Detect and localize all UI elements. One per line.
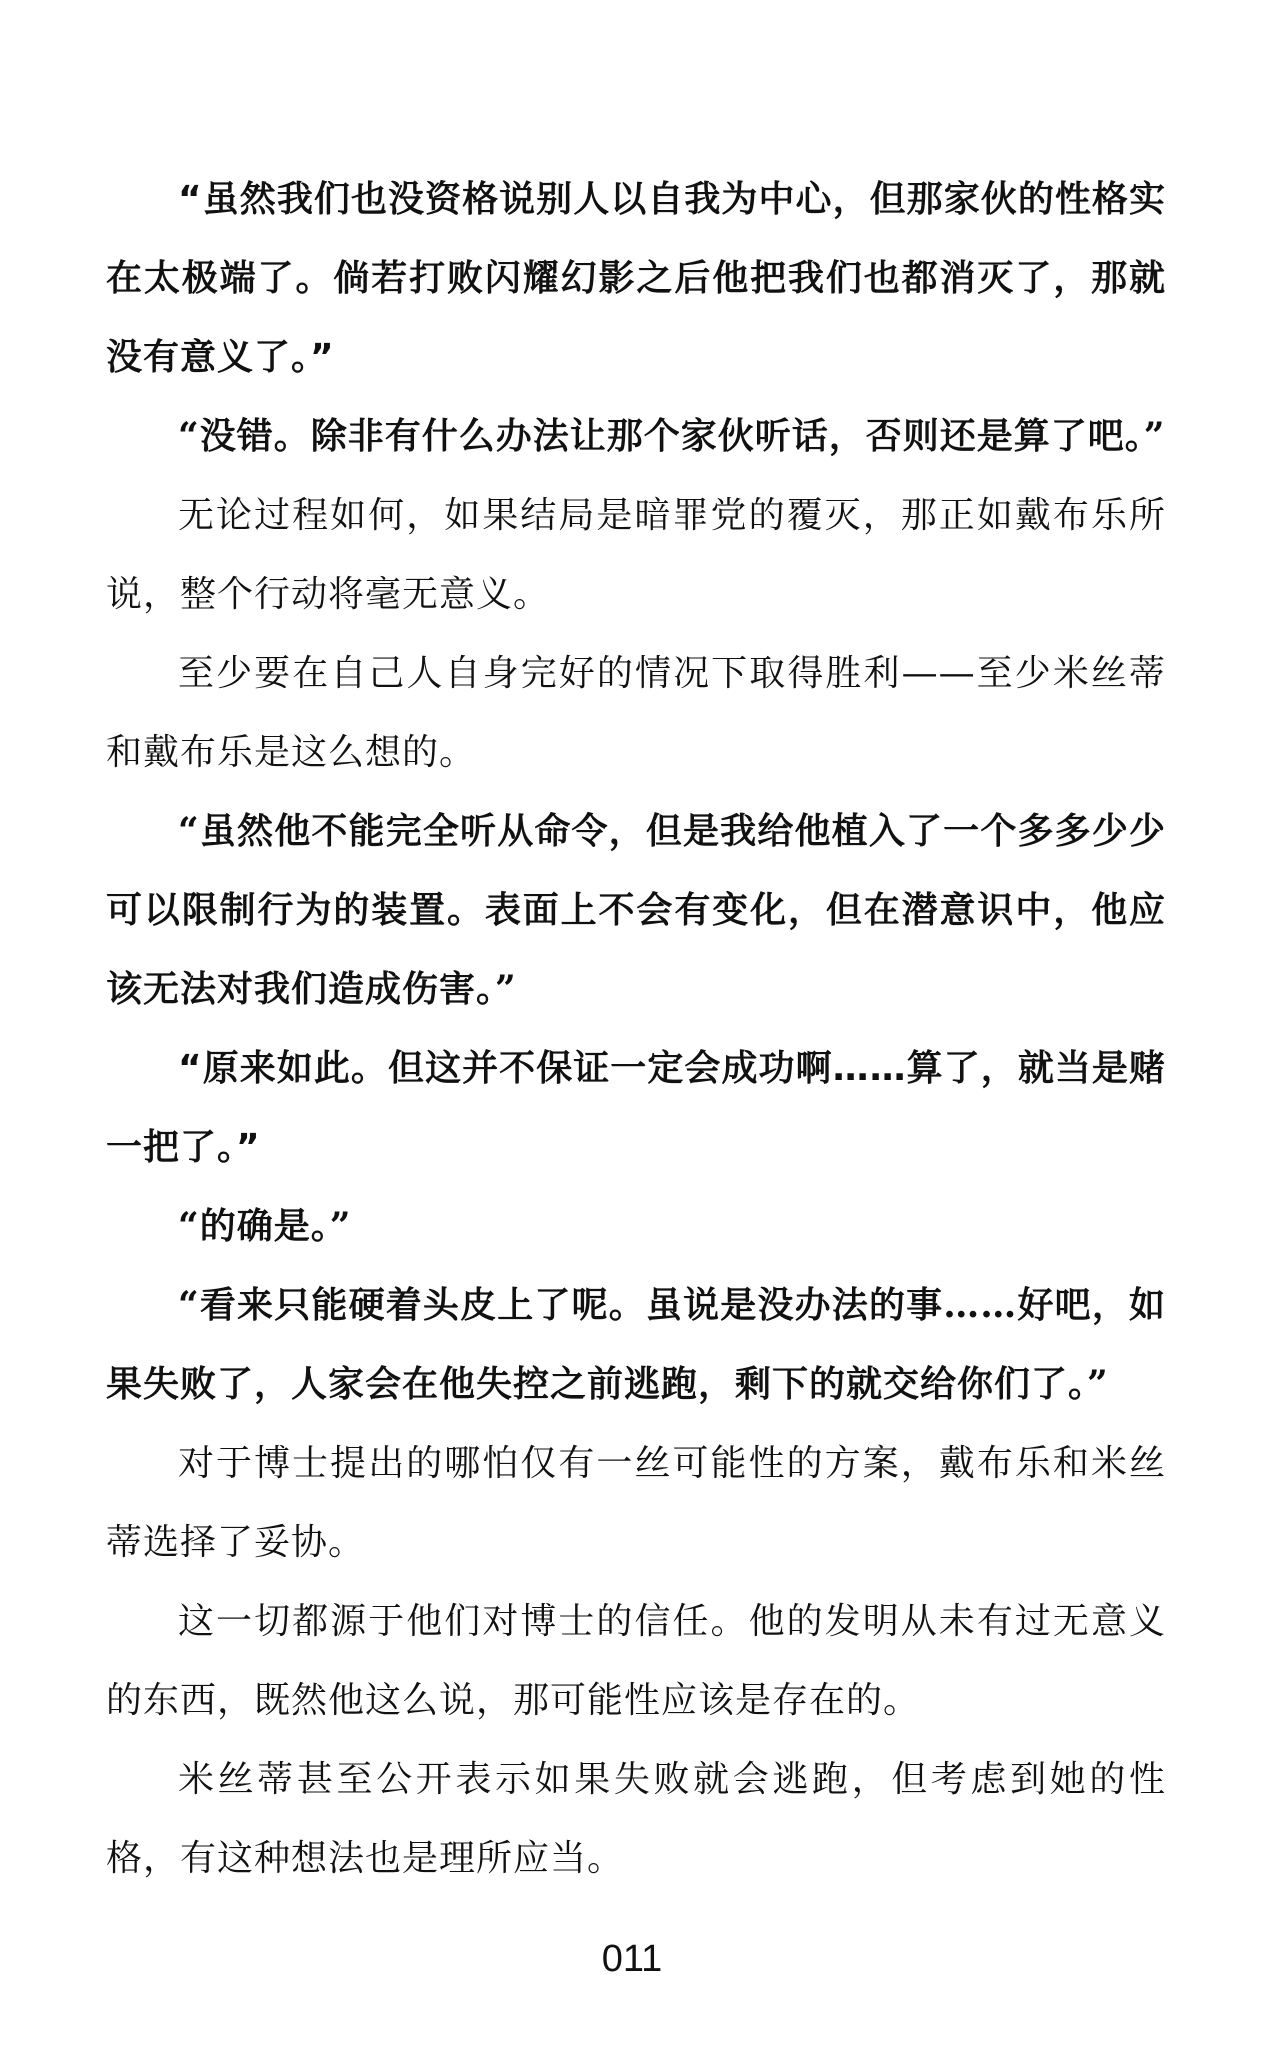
- paragraph-11: 米丝蒂甚至公开表示如果失败就会逃跑，但考虑到她的性格，有这种想法也是理所应当。: [106, 1759, 1166, 1879]
- paragraph-8: “看来只能硬着头皮上了呢。虽说是没办法的事……好吧，如果失败了，人家会在他失控之前逃跑，剩下的就交给你们了。”: [106, 1284, 1166, 1405]
- paragraph-1: “虽然我们也没资格说别人以自我为中心，但那家伙的性格实在太极端了。倘若打败闪耀幻影之后他把我们也都消灭了，那就没有意义了。”: [106, 179, 1166, 378]
- page-number: 011: [601, 1938, 663, 1980]
- paragraph-5: “虽然他不能完全听从命令，但是我给他植入了一个多多少少可以限制行为的装置。表面上不会有变化，但在潜意识中，他应该无法对我们造成伤害。”: [106, 810, 1166, 1010]
- paragraph-7: “的确是。”: [178, 1205, 352, 1247]
- paragraph-10: 这一切都源于他们对博士的信任。他的发明从未有过无意义的东西，既然他这么说，那可能性应该是存在的。: [106, 1601, 1166, 1721]
- paragraph-9: 对于博士提出的哪怕仅有一丝可能性的方案，戴布乐和米丝蒂选择了妥协。: [106, 1443, 1166, 1563]
- paragraph-6: “原来如此。但这并不保证一定会成功啊……算了，就当是赌一把了。”: [106, 1048, 1166, 1168]
- body-text: [106, 160, 1166, 1898]
- paragraph-4: 至少要在自己人自身完好的情况下取得胜利——至少米丝蒂和戴布乐是这么想的。: [106, 653, 1166, 773]
- paragraph-2: “没错。除非有什么办法让那个家伙听话，否则还是算了吧。”: [178, 415, 1166, 457]
- paragraph-3: 无论过程如何，如果结局是暗罪党的覆灭，那正如戴布乐所说，整个行动将毫无意义。: [106, 495, 1166, 615]
